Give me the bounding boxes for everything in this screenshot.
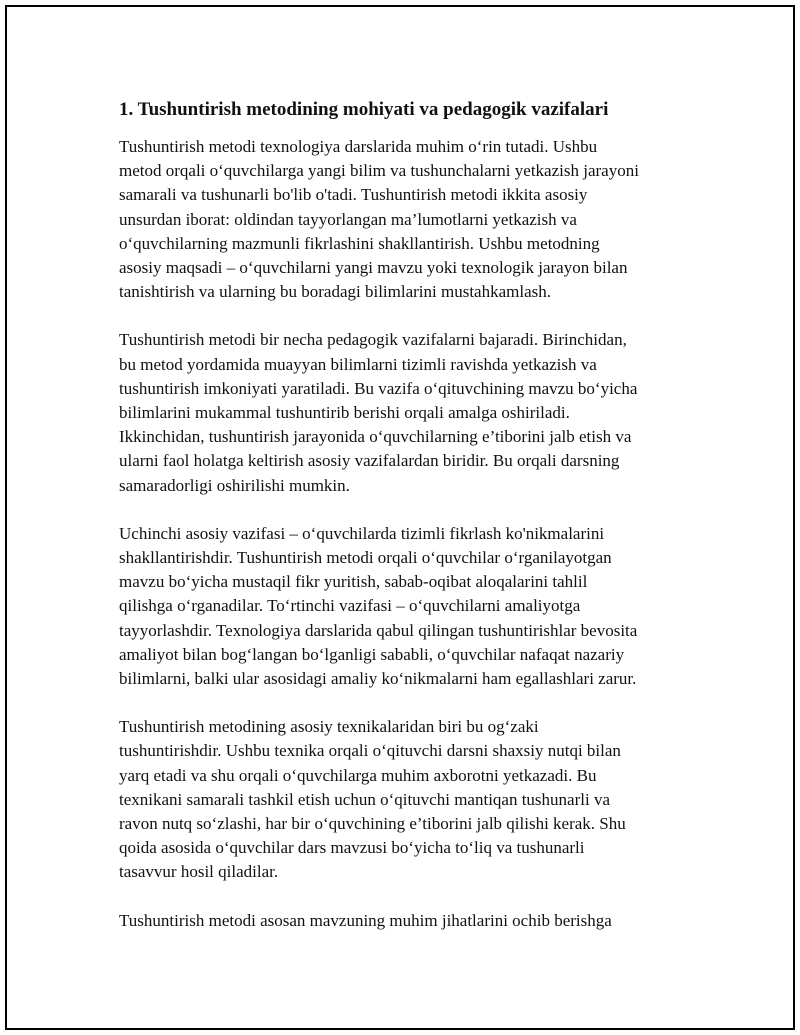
paragraph-line: ravon nutq so‘zlashi, har bir o‘quvchining e’tiborini jalb qilishi kerak. Shu bbox=[119, 814, 626, 834]
paragraph-line: yarq etadi va shu orqali o‘quvchilarga muhim axborotni yetkazadi. Bu bbox=[119, 765, 597, 785]
paragraph-line: bilimlarni, balki ular asosidagi amaliy ko‘nikmalarni ham egallashlari zarur. bbox=[119, 669, 637, 689]
paragraph bbox=[119, 715, 709, 884]
paragraph-line: shakllantirishdir. Tushuntirish metodi orqali o‘quvchilar o‘rganilayotgan bbox=[119, 548, 612, 568]
page-frame bbox=[5, 5, 795, 1030]
paragraph-line: qilishga o‘rganadilar. To‘rtinchi vazifasi – o‘quvchilarni amaliyotga bbox=[119, 596, 581, 616]
paragraph-line: amaliyot bilan bog‘langan bo‘lganligi sababli, o‘quvchilar nafaqat nazariy bbox=[119, 644, 625, 664]
document-body bbox=[119, 97, 709, 957]
paragraph-line: metod orqali o‘quvchilarga yangi bilim va tushunchalarni yetkazish jarayoni bbox=[119, 161, 639, 181]
paragraph-line: asosiy maqsadi – o‘quvchilarni yangi mavzu yoki texnologik jarayon bilan bbox=[119, 258, 628, 278]
paragraph-line: Ikkinchidan, tushuntirish jarayonida o‘quvchilarning e’tiborini jalb etish va bbox=[119, 427, 632, 447]
paragraph-line: Tushuntirish metodi texnologiya darslarida muhim o‘rin tutadi. Ushbu bbox=[119, 137, 598, 156]
paragraph bbox=[119, 522, 709, 691]
paragraph-line: unsurdan iborat: oldindan tayyorlangan ma’lumotlarni yetkazish va bbox=[119, 209, 577, 229]
paragraph-line: samaradorligi oshirilishi mumkin. bbox=[119, 475, 350, 495]
paragraph-line: Tushuntirish metodi asosan mavzuning muhim jihatlarini ochib berishga bbox=[119, 910, 612, 930]
paragraph-line: bilimlarini mukammal tushuntirib berishi orqali amalga oshiriladi. bbox=[119, 403, 570, 423]
paragraph-line: tushuntirish imkoniyati yaratiladi. Bu vazifa o‘qituvchining mavzu bo‘yicha bbox=[119, 378, 638, 398]
section-heading: 1. Tushuntirish metodining mohiyati va pedagogik vazifalari bbox=[119, 99, 609, 120]
paragraph-line: tanishtirish va ularning bu boradagi bilimlarini mustahkamlash. bbox=[119, 282, 552, 302]
paragraph-line: ularni faol holatga keltirish asosiy vazifalardan biridir. Bu orqali darsning bbox=[119, 451, 620, 471]
paragraph-line: Tushuntirish metodining asosiy texnikalaridan biri bu og‘zaki bbox=[119, 717, 539, 737]
paragraphs-container bbox=[119, 135, 709, 933]
paragraph bbox=[119, 135, 709, 304]
paragraph-line: qoida asosida o‘quvchilar dars mavzusi bo‘yicha to‘liq va tushunarli bbox=[119, 838, 585, 858]
paragraph-line: tasavvur hosil qiladilar. bbox=[119, 862, 279, 882]
paragraph bbox=[119, 909, 709, 933]
paragraph-line: tayyorlashdir. Texnologiya darslarida qabul qilingan tushuntirishlar bevosita bbox=[119, 620, 638, 640]
paragraph-line: tushuntirishdir. Ushbu texnika orqali o‘qituvchi darsni shaxsiy nutqi bilan bbox=[119, 741, 621, 761]
paragraph-line: Uchinchi asosiy vazifasi – o‘quvchilarda tizimli fikrlash ko'nikmalarini bbox=[119, 523, 605, 543]
paragraph-line: bu metod yordamida muayyan bilimlarni tizimli ravishda yetkazish va bbox=[119, 354, 597, 374]
paragraph-line: o‘quvchilarning mazmunli fikrlashini shakllantirish. Ushbu metodning bbox=[119, 233, 600, 253]
paragraph bbox=[119, 328, 709, 497]
paragraph-line: mavzu bo‘yicha mustaqil fikr yuritish, sabab-oqibat aloqalarini tahlil bbox=[119, 572, 588, 592]
paragraph-line: Tushuntirish metodi bir necha pedagogik vazifalarni bajaradi. Birinchidan, bbox=[119, 330, 627, 350]
paragraph-line: texnikani samarali tashkil etish uchun o‘qituvchi mantiqan tushunarli va bbox=[119, 789, 610, 809]
paragraph-line: samarali va tushunarli bo'lib o'tadi. Tushuntirish metodi ikkita asosiy bbox=[119, 185, 588, 205]
